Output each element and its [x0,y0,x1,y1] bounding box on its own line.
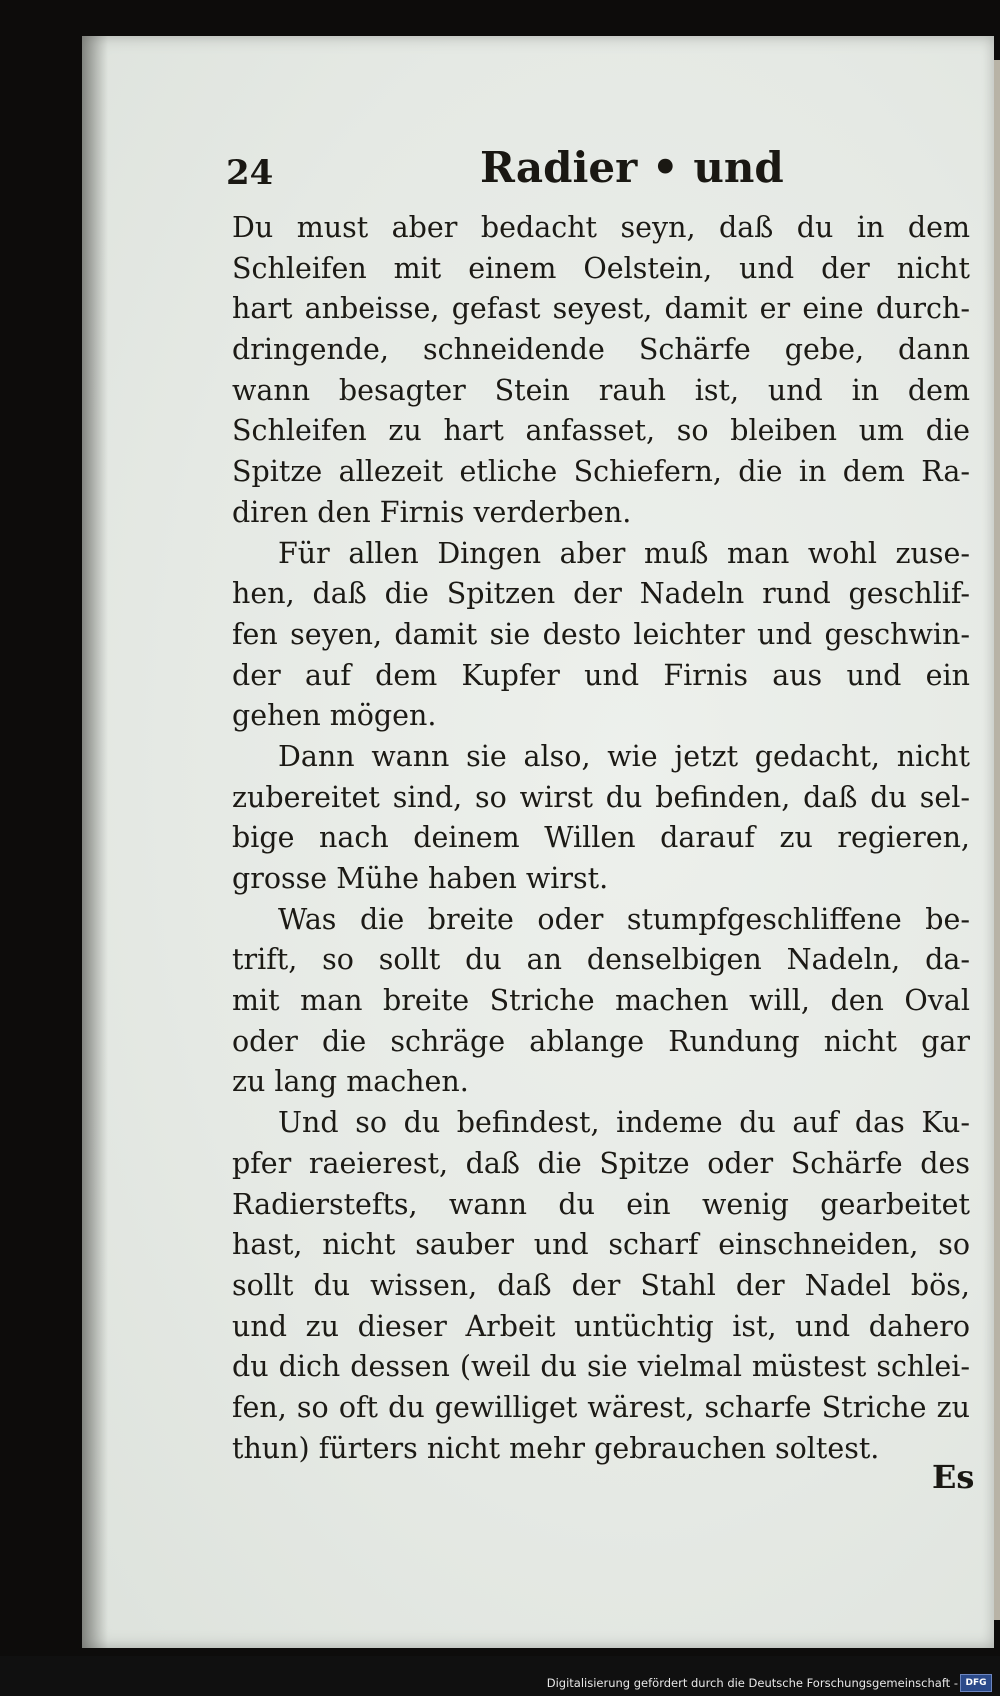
text-line: Dann wann sie also, wie jetzt gedacht, nicht [278,739,970,773]
text-line: grosse Mühe haben wirst. [232,862,609,895]
catchword: Es [932,1458,975,1496]
page-number: 24 [226,153,274,193]
text-line: fen, so oft du gewilliget wärest, scharfe Striche zu [232,1390,970,1424]
page-edge [994,60,1000,1620]
text-line: dringende, schneidende Schärfe gebe, dann [232,333,970,367]
dfg-logo [960,1674,992,1692]
digitization-credit: Digitalisierung gefördert durch die Deutsche Forschungsgemeinschaft - [546,1676,958,1690]
text-line: Was die breite oder stumpfgeschliffene be- [278,902,970,936]
text-line: mit man breite Striche machen will, den Oval [232,984,970,1018]
page-header [0,135,1000,195]
text-line: Und so du befindest, indeme du auf das Ku- [278,1106,970,1140]
text-line: und zu dieser Arbeit untüchtig ist, und dahero [232,1309,970,1343]
text-line: pfer raeierest, daß die Spitze oder Schärfe des [232,1146,970,1180]
text-line: hart anbeisse, gefast seyest, damit er eine durch- [232,292,970,326]
text-line: Schleifen zu hart anfasset, so bleiben um die [232,414,970,448]
text-line: oder die schräge ablange Rundung nicht gar [232,1024,970,1058]
text-line: zubereitet sind, so wirst du befinden, daß du sel- [232,780,970,814]
dfg-logo-text: DFG [965,1678,987,1688]
text-line: Radierstefts, wann du ein wenig gearbeitet [232,1187,970,1221]
text-line: fen seyen, damit sie desto leichter und geschwin- [232,617,970,651]
text-line: zu lang machen. [232,1065,469,1099]
text-line: der auf dem Kupfer und Firnis aus und ein [232,658,970,692]
text-line: Für allen Dingen aber muß man wohl zuse- [278,536,970,570]
text-line: hen, daß die Spitzen der Nadeln rund geschlif- [232,577,970,611]
text-line: sollt du wissen, daß der Stahl der Nadel bös, [232,1268,970,1302]
running-head: Radier • und [480,143,784,192]
text-line: trift, so sollt du an denselbigen Nadeln, da- [232,943,970,977]
text-line: Spitze allezeit etliche Schiefern, die in dem Ra- [232,455,970,489]
text-line: bige nach deinem Willen darauf zu regieren, [232,821,970,855]
text-line: gehen mögen. [232,699,437,733]
text-line: hast, nicht sauber und scharf einschneiden, so [232,1228,970,1262]
text-line: wann besagter Stein rauh ist, und in dem [232,373,970,407]
text-line: diren den Firnis verderben. [232,495,632,529]
text-line: Du must aber bedacht seyn, daß du in dem [232,211,970,244]
text-line: thun) fürters nicht mehr gebrauchen soltest. [232,1431,880,1465]
page-gutter-shadow [82,36,108,1648]
text-line: du dich dessen (weil du sie vielmal müstest schlei- [232,1350,970,1384]
body-text [232,208,970,1469]
text-line: Schleifen mit einem Oelstein, und der nicht [232,251,970,285]
